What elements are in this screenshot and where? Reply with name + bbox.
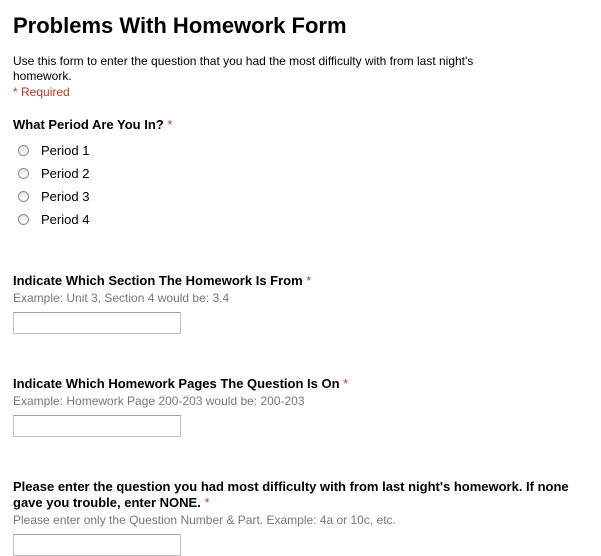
section-input[interactable] bbox=[13, 312, 181, 334]
period-option-1[interactable] bbox=[13, 139, 593, 162]
question-section-help: Example: Unit 3, Section 4 would be: 3.4 bbox=[13, 291, 230, 305]
form-title: Problems With Homework Form bbox=[13, 13, 347, 38]
difficulty-input[interactable] bbox=[13, 534, 181, 556]
question-difficulty-help: Please enter only the Question Number & Part. Example: 4a or 10c, etc. bbox=[13, 513, 396, 527]
period-4-radio[interactable] bbox=[18, 214, 29, 225]
period-option-2[interactable] bbox=[13, 162, 593, 185]
period-options bbox=[13, 139, 593, 231]
question-pages-help: Example: Homework Page 200-203 would be: 200-203 bbox=[13, 394, 305, 408]
period-3-radio[interactable] bbox=[18, 191, 29, 202]
period-1-radio[interactable] bbox=[18, 145, 29, 156]
question-pages-title bbox=[13, 376, 593, 392]
question-period bbox=[13, 117, 593, 231]
question-difficulty-title bbox=[13, 479, 588, 511]
period-option-4[interactable] bbox=[13, 208, 593, 231]
period-option-3[interactable] bbox=[13, 185, 593, 208]
question-period-title bbox=[13, 117, 593, 133]
question-section bbox=[13, 273, 593, 334]
question-section-title bbox=[13, 273, 593, 289]
homework-form bbox=[13, 0, 593, 556]
required-note: * Required bbox=[13, 85, 70, 99]
period-2-label: Period 2 bbox=[41, 166, 90, 181]
period-2-radio[interactable] bbox=[18, 168, 29, 179]
question-difficulty bbox=[13, 479, 593, 556]
question-section-label: Indicate Which Section The Homework Is From bbox=[13, 273, 303, 288]
question-pages bbox=[13, 376, 593, 437]
question-pages-label: Indicate Which Homework Pages The Question Is On bbox=[13, 376, 340, 391]
period-4-label: Period 4 bbox=[41, 212, 90, 227]
required-asterisk: * bbox=[306, 273, 312, 288]
required-asterisk: * bbox=[204, 495, 210, 510]
required-asterisk: * bbox=[167, 117, 173, 132]
pages-input[interactable] bbox=[13, 415, 181, 437]
required-asterisk: * bbox=[343, 376, 349, 391]
form-description: Use this form to enter the question that you had the most difficulty with from last night's homework. bbox=[13, 54, 474, 83]
question-difficulty-label: Please enter the question you had most difficulty with from last night's homework. If none gave you trouble, enter NONE. bbox=[13, 479, 569, 510]
period-1-label: Period 1 bbox=[41, 143, 90, 158]
question-period-label: What Period Are You In? bbox=[13, 117, 164, 132]
period-3-label: Period 3 bbox=[41, 189, 90, 204]
